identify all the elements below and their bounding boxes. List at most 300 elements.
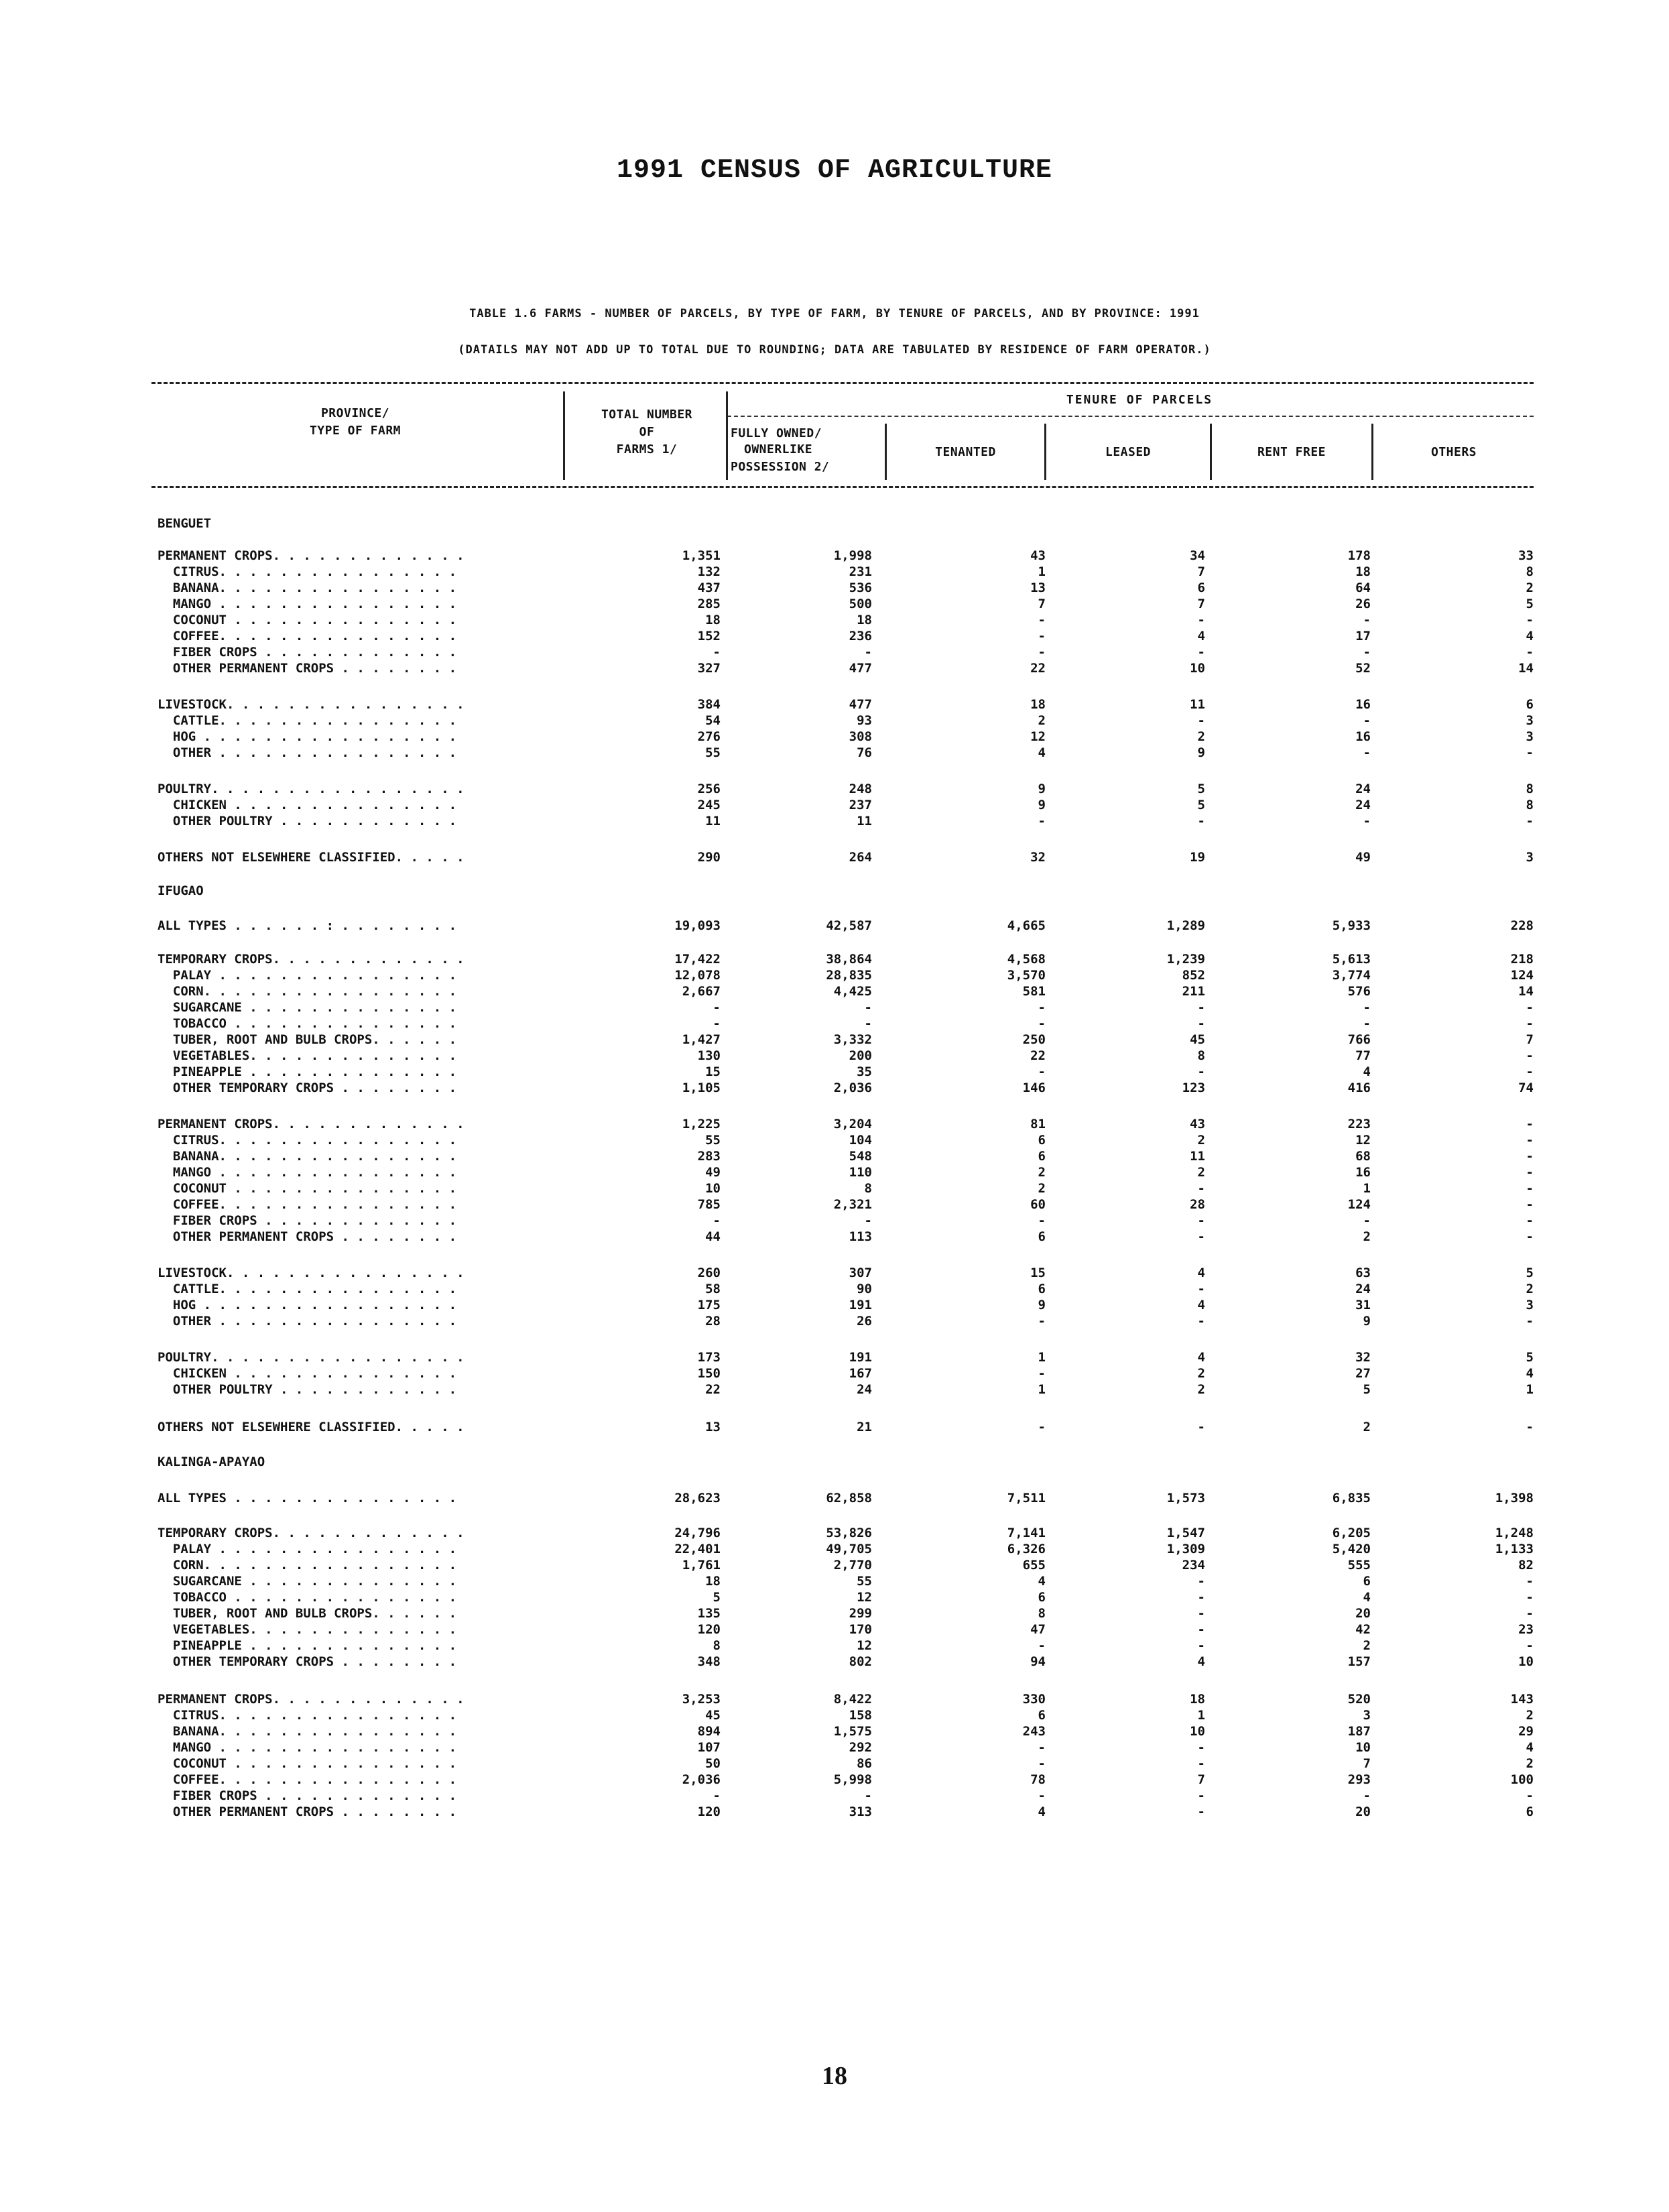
row-value: 22	[1030, 1048, 1046, 1063]
table-row	[0, 1366, 1669, 1384]
row-label: OTHER TEMPORARY CROPS . . . . . . . .	[158, 1081, 457, 1095]
table-row	[0, 1708, 1669, 1725]
table-row	[0, 1298, 1669, 1315]
row-value: 802	[849, 1654, 872, 1669]
row-value: 94	[1030, 1654, 1046, 1669]
row-value: 55	[705, 745, 721, 760]
row-value: -	[1526, 1048, 1534, 1063]
row-value: 5	[1526, 597, 1534, 611]
table-row	[0, 1149, 1669, 1166]
row-value: 16	[1355, 729, 1371, 744]
row-value: -	[1526, 1064, 1534, 1079]
row-value: 223	[1347, 1117, 1371, 1131]
table-row	[0, 1558, 1669, 1575]
row-value: 12	[857, 1590, 872, 1605]
row-value: -	[1363, 814, 1371, 828]
row-value: 54	[705, 713, 721, 728]
row-value: 1	[1197, 1708, 1205, 1723]
row-value: 4,665	[1007, 918, 1046, 933]
table-row	[0, 645, 1669, 662]
row-label: OTHER . . . . . . . . . . . . . . . .	[158, 1314, 457, 1329]
row-value: 256	[697, 782, 721, 796]
row-value: 5,998	[833, 1772, 872, 1787]
row-value: 1,133	[1495, 1542, 1534, 1556]
row-value: 576	[1347, 984, 1371, 999]
row-value: 4	[1363, 1590, 1371, 1605]
row-label: TOBACCO . . . . . . . . . . . . . . .	[158, 1016, 457, 1031]
row-value: 14	[1518, 661, 1534, 676]
row-value: 8,422	[833, 1692, 872, 1707]
row-value: 104	[849, 1133, 872, 1148]
row-value: 20	[1355, 1804, 1371, 1819]
header-total-2: OF	[639, 425, 655, 439]
row-value: -	[713, 1000, 721, 1015]
header-rent-free: RENT FREE	[1257, 445, 1326, 459]
row-value: 7	[1197, 564, 1205, 579]
row-value: 8	[864, 1181, 872, 1196]
row-value: 14	[1518, 984, 1534, 999]
row-label: MANGO . . . . . . . . . . . . . . . .	[158, 1740, 457, 1755]
row-label: OTHER POULTRY . . . . . . . . . . . .	[158, 814, 457, 828]
row-value: 894	[697, 1724, 721, 1739]
row-value: 175	[697, 1298, 721, 1312]
row-value: -	[1197, 1229, 1205, 1244]
row-label: VEGETABLES. . . . . . . . . . . . . .	[158, 1622, 457, 1637]
row-value: -	[1526, 1000, 1534, 1015]
row-value: 520	[1347, 1692, 1371, 1707]
row-value: 3,570	[1007, 968, 1046, 983]
row-value: 50	[705, 1756, 721, 1771]
header-fully-owned-2: OWNERLIKE	[744, 442, 813, 456]
row-value: 158	[849, 1708, 872, 1723]
row-value: 3	[1526, 713, 1534, 728]
row-value: 290	[697, 850, 721, 865]
row-value: 11	[705, 814, 721, 828]
row-value: 33	[1518, 548, 1534, 563]
table-row	[0, 1590, 1669, 1607]
row-value: 555	[1347, 1558, 1371, 1573]
row-value: -	[1197, 613, 1205, 627]
table-row	[0, 1622, 1669, 1640]
row-value: 10	[1190, 661, 1205, 676]
row-value: -	[1526, 1149, 1534, 1164]
row-value: -	[1363, 1788, 1371, 1803]
table-row	[0, 850, 1669, 867]
row-value: 2,036	[682, 1772, 721, 1787]
row-value: -	[1526, 1314, 1534, 1329]
row-label: SUGARCANE . . . . . . . . . . . . . .	[158, 1574, 457, 1589]
row-label: OTHER PERMANENT CROPS . . . . . . . .	[158, 1229, 457, 1244]
row-value: 243	[1022, 1724, 1046, 1739]
row-value: 132	[697, 564, 721, 579]
header-fully-owned-1: FULLY OWNED/	[731, 426, 822, 440]
row-value: 3	[1526, 1298, 1534, 1312]
row-label: BANANA. . . . . . . . . . . . . . . .	[158, 580, 457, 595]
row-value: 348	[697, 1654, 721, 1669]
row-value: 8	[1526, 798, 1534, 812]
row-value: 231	[849, 564, 872, 579]
row-value: 8	[713, 1638, 721, 1653]
row-label: VEGETABLES. . . . . . . . . . . . . .	[158, 1048, 457, 1063]
row-value: 2	[1038, 1165, 1046, 1180]
row-value: 3,774	[1332, 968, 1371, 983]
province-heading	[0, 516, 1669, 534]
province-heading	[0, 883, 1669, 901]
row-value: 124	[1510, 968, 1534, 983]
row-label: CITRUS. . . . . . . . . . . . . . . .	[158, 1133, 457, 1148]
table-row	[0, 1197, 1669, 1215]
row-value: 1,309	[1166, 1542, 1205, 1556]
row-value: -	[1526, 1133, 1534, 1148]
row-value: 4	[1038, 1574, 1046, 1589]
table-row	[0, 918, 1669, 936]
row-value: 9	[1197, 745, 1205, 760]
row-value: 2	[1038, 713, 1046, 728]
row-label: TUBER, ROOT AND BULB CROPS. . . . . .	[158, 1032, 457, 1047]
row-value: 384	[697, 697, 721, 712]
row-value: 2	[1526, 1708, 1534, 1723]
row-label: IFUGAO	[158, 883, 204, 898]
row-value: -	[1526, 1606, 1534, 1621]
row-value: -	[1526, 1638, 1534, 1653]
row-value: 15	[1030, 1266, 1046, 1280]
row-value: -	[1197, 1622, 1205, 1637]
row-value: -	[1526, 1117, 1534, 1131]
row-value: 9	[1038, 1298, 1046, 1312]
row-value: -	[713, 1788, 721, 1803]
row-value: 218	[1510, 952, 1534, 967]
row-value: -	[1526, 1788, 1534, 1803]
row-value: 2	[1197, 1133, 1205, 1148]
row-value: 5	[1526, 1350, 1534, 1365]
row-value: 4	[1197, 1298, 1205, 1312]
table-row	[0, 745, 1669, 763]
row-value: 43	[1190, 1117, 1205, 1131]
row-value: 11	[857, 814, 872, 828]
row-value: 90	[857, 1282, 872, 1296]
row-value: -	[1363, 745, 1371, 760]
row-value: -	[864, 645, 872, 660]
row-value: 18	[1355, 564, 1371, 579]
row-value: 766	[1347, 1032, 1371, 1047]
header-total-3: FARMS 1/	[616, 442, 678, 456]
row-value: 4	[1363, 1064, 1371, 1079]
row-value: 2	[1363, 1420, 1371, 1434]
row-value: 16	[1355, 697, 1371, 712]
row-value: 55	[705, 1133, 721, 1148]
row-value: -	[1526, 1165, 1534, 1180]
table-row	[0, 1740, 1669, 1758]
row-value: 1,427	[682, 1032, 721, 1047]
row-value: 1,351	[682, 548, 721, 563]
row-value: 22	[1030, 661, 1046, 676]
row-label: FIBER CROPS . . . . . . . . . . . . .	[158, 1213, 457, 1228]
row-value: 9	[1363, 1314, 1371, 1329]
row-value: -	[1038, 1788, 1046, 1803]
row-value: 18	[857, 613, 872, 627]
table-row	[0, 1756, 1669, 1774]
row-value: 12,078	[674, 968, 721, 983]
row-label: PALAY . . . . . . . . . . . . . . . .	[158, 1542, 457, 1556]
row-value: -	[1526, 1181, 1534, 1196]
row-label: COFFEE. . . . . . . . . . . . . . . .	[158, 1197, 457, 1212]
row-value: 167	[849, 1366, 872, 1381]
row-value: -	[1197, 1788, 1205, 1803]
row-value: 49	[705, 1165, 721, 1180]
row-value: 2,667	[682, 984, 721, 999]
row-value: 5	[713, 1590, 721, 1605]
row-value: 187	[1347, 1724, 1371, 1739]
row-value: 77	[1355, 1048, 1371, 1063]
row-label: TEMPORARY CROPS. . . . . . . . . . . . .	[158, 952, 465, 967]
row-value: 2	[1363, 1638, 1371, 1653]
row-value: 64	[1355, 580, 1371, 595]
row-label: POULTRY. . . . . . . . . . . . . . . . .	[158, 782, 465, 796]
row-value: -	[1197, 1606, 1205, 1621]
row-value: 264	[849, 850, 872, 865]
row-value: 1	[1038, 564, 1046, 579]
row-label: HOG . . . . . . . . . . . . . . . . .	[158, 1298, 457, 1312]
row-value: 8	[1526, 782, 1534, 796]
row-value: -	[1526, 814, 1534, 828]
row-value: 7	[1197, 1772, 1205, 1787]
table-title: TABLE 1.6 FARMS - NUMBER OF PARCELS, BY TYPE OF FARM, BY TENURE OF PARCELS, AND BY PROVINCE: 1991	[469, 307, 1200, 320]
row-value: 4	[1197, 1350, 1205, 1365]
table-row	[0, 1229, 1669, 1247]
row-value: 1	[1038, 1382, 1046, 1397]
row-value: -	[1363, 1016, 1371, 1031]
row-value: 2	[1038, 1181, 1046, 1196]
row-value: -	[1038, 629, 1046, 643]
row-value: 4	[1197, 1266, 1205, 1280]
row-label: LIVESTOCK. . . . . . . . . . . . . . . .	[158, 1266, 465, 1280]
table-row	[0, 1165, 1669, 1182]
row-value: -	[1197, 1420, 1205, 1434]
row-value: 24	[1355, 782, 1371, 796]
row-value: 6	[1038, 1282, 1046, 1296]
row-value: 3	[1526, 729, 1534, 744]
table-row	[0, 729, 1669, 747]
row-value: 31	[1355, 1298, 1371, 1312]
row-value: 1,398	[1495, 1491, 1534, 1506]
row-value: -	[1038, 1420, 1046, 1434]
row-value: -	[1197, 1282, 1205, 1296]
row-value: 42	[1355, 1622, 1371, 1637]
table-row	[0, 1491, 1669, 1508]
row-value: 1	[1526, 1382, 1534, 1397]
row-value: 285	[697, 597, 721, 611]
row-label: FIBER CROPS . . . . . . . . . . . . .	[158, 1788, 457, 1803]
row-label: PERMANENT CROPS. . . . . . . . . . . . .	[158, 1692, 465, 1707]
row-value: 130	[697, 1048, 721, 1063]
page-number: 18	[822, 2062, 847, 2090]
row-value: -	[1363, 613, 1371, 627]
row-value: -	[1038, 1000, 1046, 1015]
row-label: FIBER CROPS . . . . . . . . . . . . .	[158, 645, 457, 660]
row-value: 3,204	[833, 1117, 872, 1131]
row-value: 5,613	[1332, 952, 1371, 967]
row-value: 12	[857, 1638, 872, 1653]
row-value: 26	[857, 1314, 872, 1329]
row-value: 7	[1197, 597, 1205, 611]
row-value: -	[713, 1213, 721, 1228]
row-value: 32	[1030, 850, 1046, 865]
row-value: -	[1038, 1213, 1046, 1228]
row-value: 13	[705, 1420, 721, 1434]
row-value: -	[1197, 1740, 1205, 1755]
row-value: 28	[1190, 1197, 1205, 1212]
row-label: COCONUT . . . . . . . . . . . . . . .	[158, 1181, 457, 1196]
row-label: CHICKEN . . . . . . . . . . . . . . .	[158, 798, 457, 812]
row-label: COCONUT . . . . . . . . . . . . . . .	[158, 613, 457, 627]
row-value: 6,205	[1332, 1526, 1371, 1540]
row-value: 18	[1190, 1692, 1205, 1707]
row-value: 6	[1038, 1149, 1046, 1164]
row-value: 477	[849, 661, 872, 676]
row-value: 100	[1510, 1772, 1534, 1787]
row-value: 22,401	[674, 1542, 721, 1556]
row-value: -	[1038, 1756, 1046, 1771]
row-value: 42,587	[826, 918, 872, 933]
row-value: -	[1526, 613, 1534, 627]
row-value: 6	[1038, 1133, 1046, 1148]
row-value: 3,332	[833, 1032, 872, 1047]
row-value: 4	[1038, 745, 1046, 760]
table-row	[0, 597, 1669, 614]
table-row	[0, 1724, 1669, 1741]
row-value: 11	[1190, 697, 1205, 712]
province-heading	[0, 1455, 1669, 1472]
row-value: -	[1038, 1366, 1046, 1381]
row-value: -	[864, 1788, 872, 1803]
table-row	[0, 1606, 1669, 1623]
row-value: 299	[849, 1606, 872, 1621]
row-value: -	[1197, 1016, 1205, 1031]
row-value: 10	[1518, 1654, 1534, 1669]
row-value: 785	[697, 1197, 721, 1212]
row-value: 5	[1197, 798, 1205, 812]
row-value: 6	[1038, 1708, 1046, 1723]
row-value: 32	[1355, 1350, 1371, 1365]
row-value: 24	[1355, 1282, 1371, 1296]
row-value: 6	[1526, 697, 1534, 712]
row-value: -	[1526, 1574, 1534, 1589]
table-row	[0, 1266, 1669, 1283]
row-value: 1,761	[682, 1558, 721, 1573]
row-value: -	[1038, 1638, 1046, 1653]
header-others: OTHERS	[1430, 445, 1477, 459]
header-tenure-of-parcels: TENURE OF PARCELS	[1066, 393, 1213, 407]
table-row	[0, 1181, 1669, 1199]
row-label: HOG . . . . . . . . . . . . . . . . .	[158, 729, 457, 744]
row-value: 1,289	[1166, 918, 1205, 933]
row-value: 23	[1518, 1622, 1534, 1637]
table-row	[0, 1000, 1669, 1018]
row-value: 6	[1038, 1590, 1046, 1605]
row-value: 852	[1182, 968, 1205, 983]
row-value: -	[1526, 1420, 1534, 1434]
row-value: -	[864, 1000, 872, 1015]
row-value: 120	[697, 1804, 721, 1819]
row-label: KALINGA-APAYAO	[158, 1455, 265, 1469]
row-label: CITRUS. . . . . . . . . . . . . . . .	[158, 1708, 457, 1723]
row-value: -	[1038, 645, 1046, 660]
table-row	[0, 1016, 1669, 1034]
row-value: 4,568	[1007, 952, 1046, 967]
row-value: 13	[1030, 580, 1046, 595]
table-row	[0, 1638, 1669, 1656]
row-value: 157	[1347, 1654, 1371, 1669]
row-value: 81	[1030, 1117, 1046, 1131]
row-value: 4,425	[833, 984, 872, 999]
row-value: 143	[1510, 1692, 1534, 1707]
row-label: OTHERS NOT ELSEWHERE CLASSIFIED. . . . .	[158, 1420, 465, 1434]
table-row	[0, 814, 1669, 831]
row-value: 3,253	[682, 1692, 721, 1707]
row-value: 18	[1030, 697, 1046, 712]
row-value: 6	[1197, 580, 1205, 595]
row-value: -	[1526, 745, 1534, 760]
row-label: PERMANENT CROPS. . . . . . . . . . . . .	[158, 548, 465, 563]
row-value: 5,420	[1332, 1542, 1371, 1556]
row-value: 19,093	[674, 918, 721, 933]
row-value: 308	[849, 729, 872, 744]
row-value: 35	[857, 1064, 872, 1079]
table-row	[0, 1382, 1669, 1400]
row-value: -	[1038, 1314, 1046, 1329]
row-value: 548	[849, 1149, 872, 1164]
row-value: 7	[1038, 597, 1046, 611]
row-value: -	[1197, 645, 1205, 660]
row-value: 6,835	[1332, 1491, 1371, 1506]
row-value: 49,705	[826, 1542, 872, 1556]
row-value: 7,511	[1007, 1491, 1046, 1506]
row-value: 60	[1030, 1197, 1046, 1212]
row-value: 437	[697, 580, 721, 595]
row-value: -	[1197, 1000, 1205, 1015]
row-value: 124	[1347, 1197, 1371, 1212]
row-value: 62,858	[826, 1491, 872, 1506]
row-value: 211	[1182, 984, 1205, 999]
row-label: MANGO . . . . . . . . . . . . . . . .	[158, 597, 457, 611]
row-value: 2	[1197, 1366, 1205, 1381]
row-label: POULTRY. . . . . . . . . . . . . . . . .	[158, 1350, 465, 1365]
row-value: 330	[1022, 1692, 1046, 1707]
row-value: 1,225	[682, 1117, 721, 1131]
row-value: 120	[697, 1622, 721, 1637]
row-value: 536	[849, 580, 872, 595]
table-row	[0, 1117, 1669, 1134]
row-value: 6,326	[1007, 1542, 1046, 1556]
row-label: COCONUT . . . . . . . . . . . . . . .	[158, 1756, 457, 1771]
row-value: 1,248	[1495, 1526, 1534, 1540]
row-value: 191	[849, 1298, 872, 1312]
table-row	[0, 661, 1669, 678]
row-label: SUGARCANE . . . . . . . . . . . . . .	[158, 1000, 457, 1015]
row-label: TOBACCO . . . . . . . . . . . . . . .	[158, 1590, 457, 1605]
row-label: TEMPORARY CROPS. . . . . . . . . . . . .	[158, 1526, 465, 1540]
row-value: 307	[849, 1266, 872, 1280]
row-value: 248	[849, 782, 872, 796]
row-value: 260	[697, 1266, 721, 1280]
row-value: 1,547	[1166, 1526, 1205, 1540]
row-value: 38,864	[826, 952, 872, 967]
row-value: 20	[1355, 1606, 1371, 1621]
row-value: 2	[1363, 1229, 1371, 1244]
table-row	[0, 629, 1669, 646]
row-value: -	[1197, 1590, 1205, 1605]
row-value: 63	[1355, 1266, 1371, 1280]
